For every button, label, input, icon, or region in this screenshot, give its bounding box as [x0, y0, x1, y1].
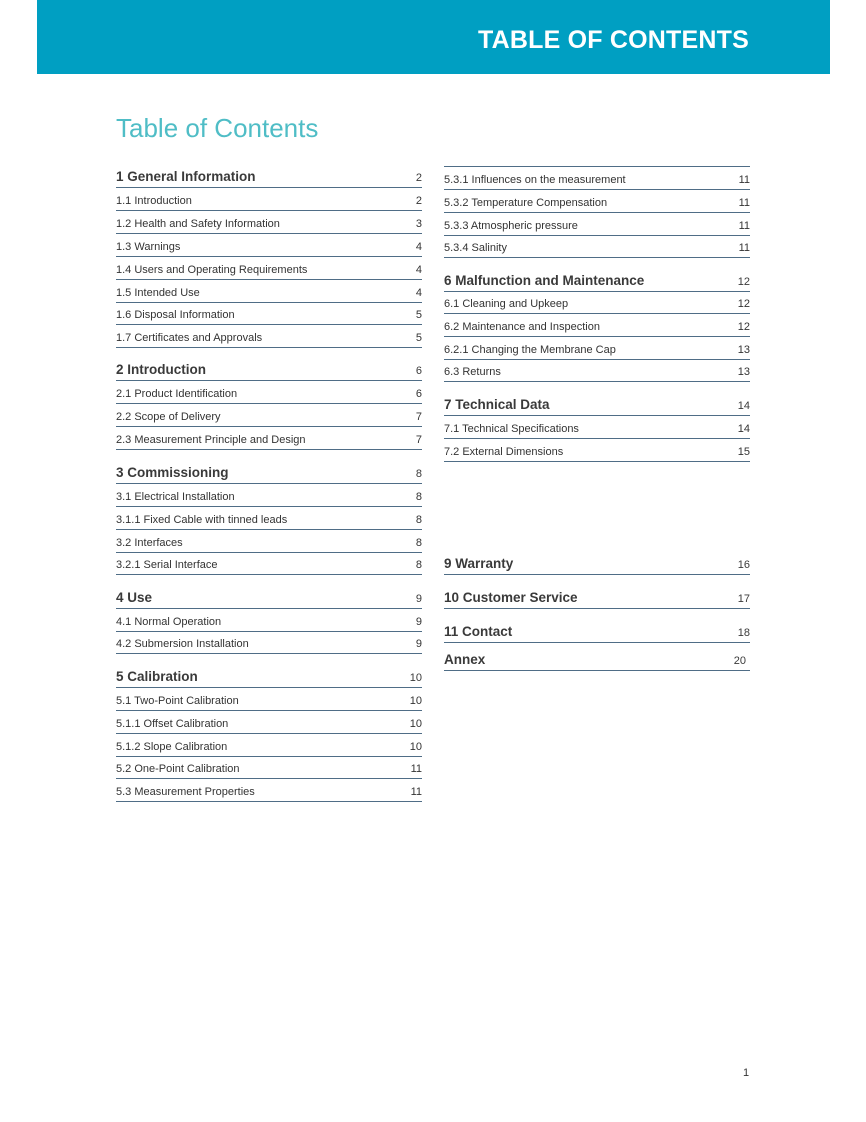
toc-entry-5-3-2-temperature-compensation[interactable] [444, 194, 750, 213]
toc-entry-label: 5.3.4 Salinity [444, 242, 507, 254]
toc-entry-1-4-users-and-operating-requirements[interactable] [116, 261, 422, 280]
toc-entry-label: 4.2 Submersion Installation [116, 638, 249, 650]
toc-entry-page: 6 [415, 365, 422, 377]
toc-entry-label: 5.3.2 Temperature Compensation [444, 197, 608, 209]
toc-entry-5-3-measurement-properties[interactable] [116, 783, 422, 802]
toc-entry-page: 4 [415, 264, 422, 276]
toc-entry-6-malfunction-and-maintenance[interactable] [444, 270, 750, 292]
toc-entry-label: 3 Commissioning [116, 465, 229, 480]
toc-entry-5-2-one-point-calibration[interactable] [116, 760, 422, 779]
toc-entry-label: Annex [444, 652, 486, 667]
toc-entry-page: 8 [415, 559, 422, 571]
right-column-top-rule [444, 166, 750, 167]
toc-entry-label: 5.1.2 Slope Calibration [116, 741, 228, 753]
toc-entry-label: 2.3 Measurement Principle and Design [116, 434, 306, 446]
toc-entry-page: 2 [415, 172, 422, 184]
toc-entry-page: 8 [415, 514, 422, 526]
toc-entry-label: 5.1 Two-Point Calibration [116, 695, 239, 707]
toc-entry-page: 11 [410, 763, 422, 775]
toc-entry-page: 18 [737, 627, 750, 639]
toc-entry-2-3-measurement-principle-and-design[interactable] [116, 431, 422, 450]
toc-entry-page: 7 [415, 434, 422, 446]
toc-entry-3-commissioning[interactable] [116, 462, 422, 484]
page-number: 1 [743, 1067, 750, 1079]
toc-entry-label: 3.1 Electrical Installation [116, 491, 235, 503]
toc-entry-page: 2 [415, 195, 422, 207]
toc-entry-3-2-1-serial-interface[interactable] [116, 556, 422, 575]
toc-entry-6-2-maintenance-and-inspection[interactable] [444, 318, 750, 337]
toc-entry-page: 13 [737, 366, 750, 378]
toc-entry-label: 6.2.1 Changing the Membrane Cap [444, 344, 616, 356]
toc-entry-label: 1.4 Users and Operating Requirements [116, 264, 308, 276]
toc-entry-page: 10 [409, 718, 422, 730]
toc-entry-label: 1.2 Health and Safety Information [116, 218, 280, 230]
toc-entry-6-1-cleaning-and-upkeep[interactable] [444, 295, 750, 314]
toc-entry-2-introduction[interactable] [116, 359, 422, 381]
toc-entry-label: 2 Introduction [116, 362, 206, 377]
toc-title: Table of Contents [116, 113, 319, 143]
toc-entry-page: 20 [733, 655, 746, 667]
toc-entry-4-1-normal-operation[interactable] [116, 613, 422, 632]
toc-entry-7-technical-data[interactable] [444, 394, 750, 416]
toc-entry-1-5-intended-use[interactable] [116, 284, 422, 303]
toc-entry-5-3-1-influences-on-the-measurement[interactable] [444, 171, 750, 190]
toc-entry-2-2-scope-of-delivery[interactable] [116, 408, 422, 427]
toc-entry-page: 16 [737, 559, 750, 571]
toc-entry-page: 17 [737, 593, 750, 605]
toc-entry-10-customer-service[interactable] [444, 587, 750, 609]
toc-entry-page: 8 [415, 468, 422, 480]
toc-entry-label: 5.2 One-Point Calibration [116, 763, 240, 775]
toc-entry-page: 10 [409, 695, 422, 707]
toc-entry-5-1-2-slope-calibration[interactable] [116, 738, 422, 757]
toc-entry-label: 9 Warranty [444, 556, 514, 571]
toc-entry-page: 8 [415, 491, 422, 503]
toc-entry-page: 11 [738, 220, 750, 232]
toc-entry-page: 13 [737, 344, 750, 356]
toc-entry-7-1-technical-specifications[interactable] [444, 420, 750, 439]
toc-entry-page: 11 [738, 197, 750, 209]
toc-entry-label: 1.7 Certificates and Approvals [116, 332, 263, 344]
toc-entry-4-use[interactable] [116, 587, 422, 609]
toc-entry-label: 5.3.1 Influences on the measurement [444, 174, 626, 186]
toc-entry-4-2-submersion-installation[interactable] [116, 635, 422, 654]
toc-entry-1-7-certificates-and-approvals[interactable] [116, 329, 422, 348]
toc-entry-page: 8 [415, 537, 422, 549]
toc-entry-5-calibration[interactable] [116, 666, 422, 688]
toc-entry-1-1-introduction[interactable] [116, 192, 422, 211]
toc-entry-page: 14 [737, 423, 750, 435]
toc-entry-label: 1 General Information [116, 169, 256, 184]
toc-entry-label: 10 Customer Service [444, 590, 578, 605]
toc-entry-5-1-two-point-calibration[interactable] [116, 692, 422, 711]
toc-entry-9-warranty[interactable] [444, 553, 750, 575]
toc-entry-label: 3.2.1 Serial Interface [116, 559, 218, 571]
toc-entry-1-2-health-and-safety-information[interactable] [116, 215, 422, 234]
toc-entry-label: 6 Malfunction and Maintenance [444, 273, 645, 288]
toc-entry-label: 2.1 Product Identification [116, 388, 238, 400]
toc-entry-page: 10 [409, 741, 422, 753]
toc-entry-annex[interactable] [444, 649, 750, 671]
toc-entry-2-1-product-identification[interactable] [116, 385, 422, 404]
toc-entry-label: 5 Calibration [116, 669, 198, 684]
toc-entry-page: 11 [738, 242, 750, 254]
toc-entry-page: 3 [415, 218, 422, 230]
toc-entry-label: 3.2 Interfaces [116, 537, 183, 549]
toc-entry-label: 6.3 Returns [444, 366, 501, 378]
toc-entry-label: 4.1 Normal Operation [116, 616, 222, 628]
toc-entry-page: 9 [415, 593, 422, 605]
toc-entry-5-3-3-atmospheric-pressure[interactable] [444, 217, 750, 236]
toc-entry-label: 7 Technical Data [444, 397, 550, 412]
toc-entry-label: 3.1.1 Fixed Cable with tinned leads [116, 514, 288, 526]
toc-entry-page: 7 [415, 411, 422, 423]
toc-entry-1-general-information[interactable] [116, 166, 422, 188]
toc-entry-label: 1.1 Introduction [116, 195, 192, 207]
toc-entry-page: 9 [415, 616, 422, 628]
toc-entry-3-1-1-fixed-cable-with-tinned-leads[interactable] [116, 511, 422, 530]
toc-entry-5-1-1-offset-calibration[interactable] [116, 715, 422, 734]
toc-entry-1-6-disposal-information[interactable] [116, 306, 422, 325]
toc-entry-page: 10 [409, 672, 422, 684]
toc-entry-page: 12 [737, 321, 750, 333]
toc-entry-label: 6.2 Maintenance and Inspection [444, 321, 600, 333]
toc-entry-page: 11 [410, 786, 422, 798]
toc-entry-page: 14 [737, 400, 750, 412]
toc-entry-label: 1.3 Warnings [116, 241, 181, 253]
toc-entry-page: 5 [415, 309, 422, 321]
toc-entry-11-contact[interactable] [444, 621, 750, 643]
toc-entry-label: 2.2 Scope of Delivery [116, 411, 221, 423]
toc-entry-page: 6 [415, 388, 422, 400]
toc-entry-label: 7.1 Technical Specifications [444, 423, 579, 435]
toc-entry-3-2-interfaces[interactable] [116, 534, 422, 553]
toc-entry-label: 11 Contact [444, 624, 513, 639]
toc-entry-label: 1.5 Intended Use [116, 287, 200, 299]
toc-entry-page: 5 [415, 332, 422, 344]
toc-entry-1-3-warnings[interactable] [116, 238, 422, 257]
toc-entry-3-1-electrical-installation[interactable] [116, 488, 422, 507]
toc-entry-page: 9 [415, 638, 422, 650]
toc-entry-page: 4 [415, 241, 422, 253]
toc-entry-6-2-1-changing-the-membrane-cap[interactable] [444, 341, 750, 360]
toc-entry-5-3-4-salinity[interactable] [444, 239, 750, 258]
toc-entry-label: 6.1 Cleaning and Upkeep [444, 298, 569, 310]
toc-entry-7-2-external-dimensions[interactable] [444, 443, 750, 462]
toc-entry-page: 12 [737, 276, 750, 288]
toc-entry-label: 1.6 Disposal Information [116, 309, 235, 321]
toc-entry-page: 4 [415, 287, 422, 299]
toc-entry-page: 12 [737, 298, 750, 310]
toc-entry-page: 15 [737, 446, 750, 458]
banner-title: TABLE OF CONTENTS [478, 26, 749, 54]
toc-entry-label: 5.3.3 Atmospheric pressure [444, 220, 578, 232]
toc-entry-label: 5.3 Measurement Properties [116, 786, 255, 798]
header-banner [37, 0, 830, 74]
toc-entry-6-3-returns[interactable] [444, 363, 750, 382]
toc-entry-label: 4 Use [116, 590, 153, 605]
toc-entry-page: 11 [738, 174, 750, 186]
toc-entry-label: 5.1.1 Offset Calibration [116, 718, 229, 730]
toc-entry-label: 7.2 External Dimensions [444, 446, 564, 458]
